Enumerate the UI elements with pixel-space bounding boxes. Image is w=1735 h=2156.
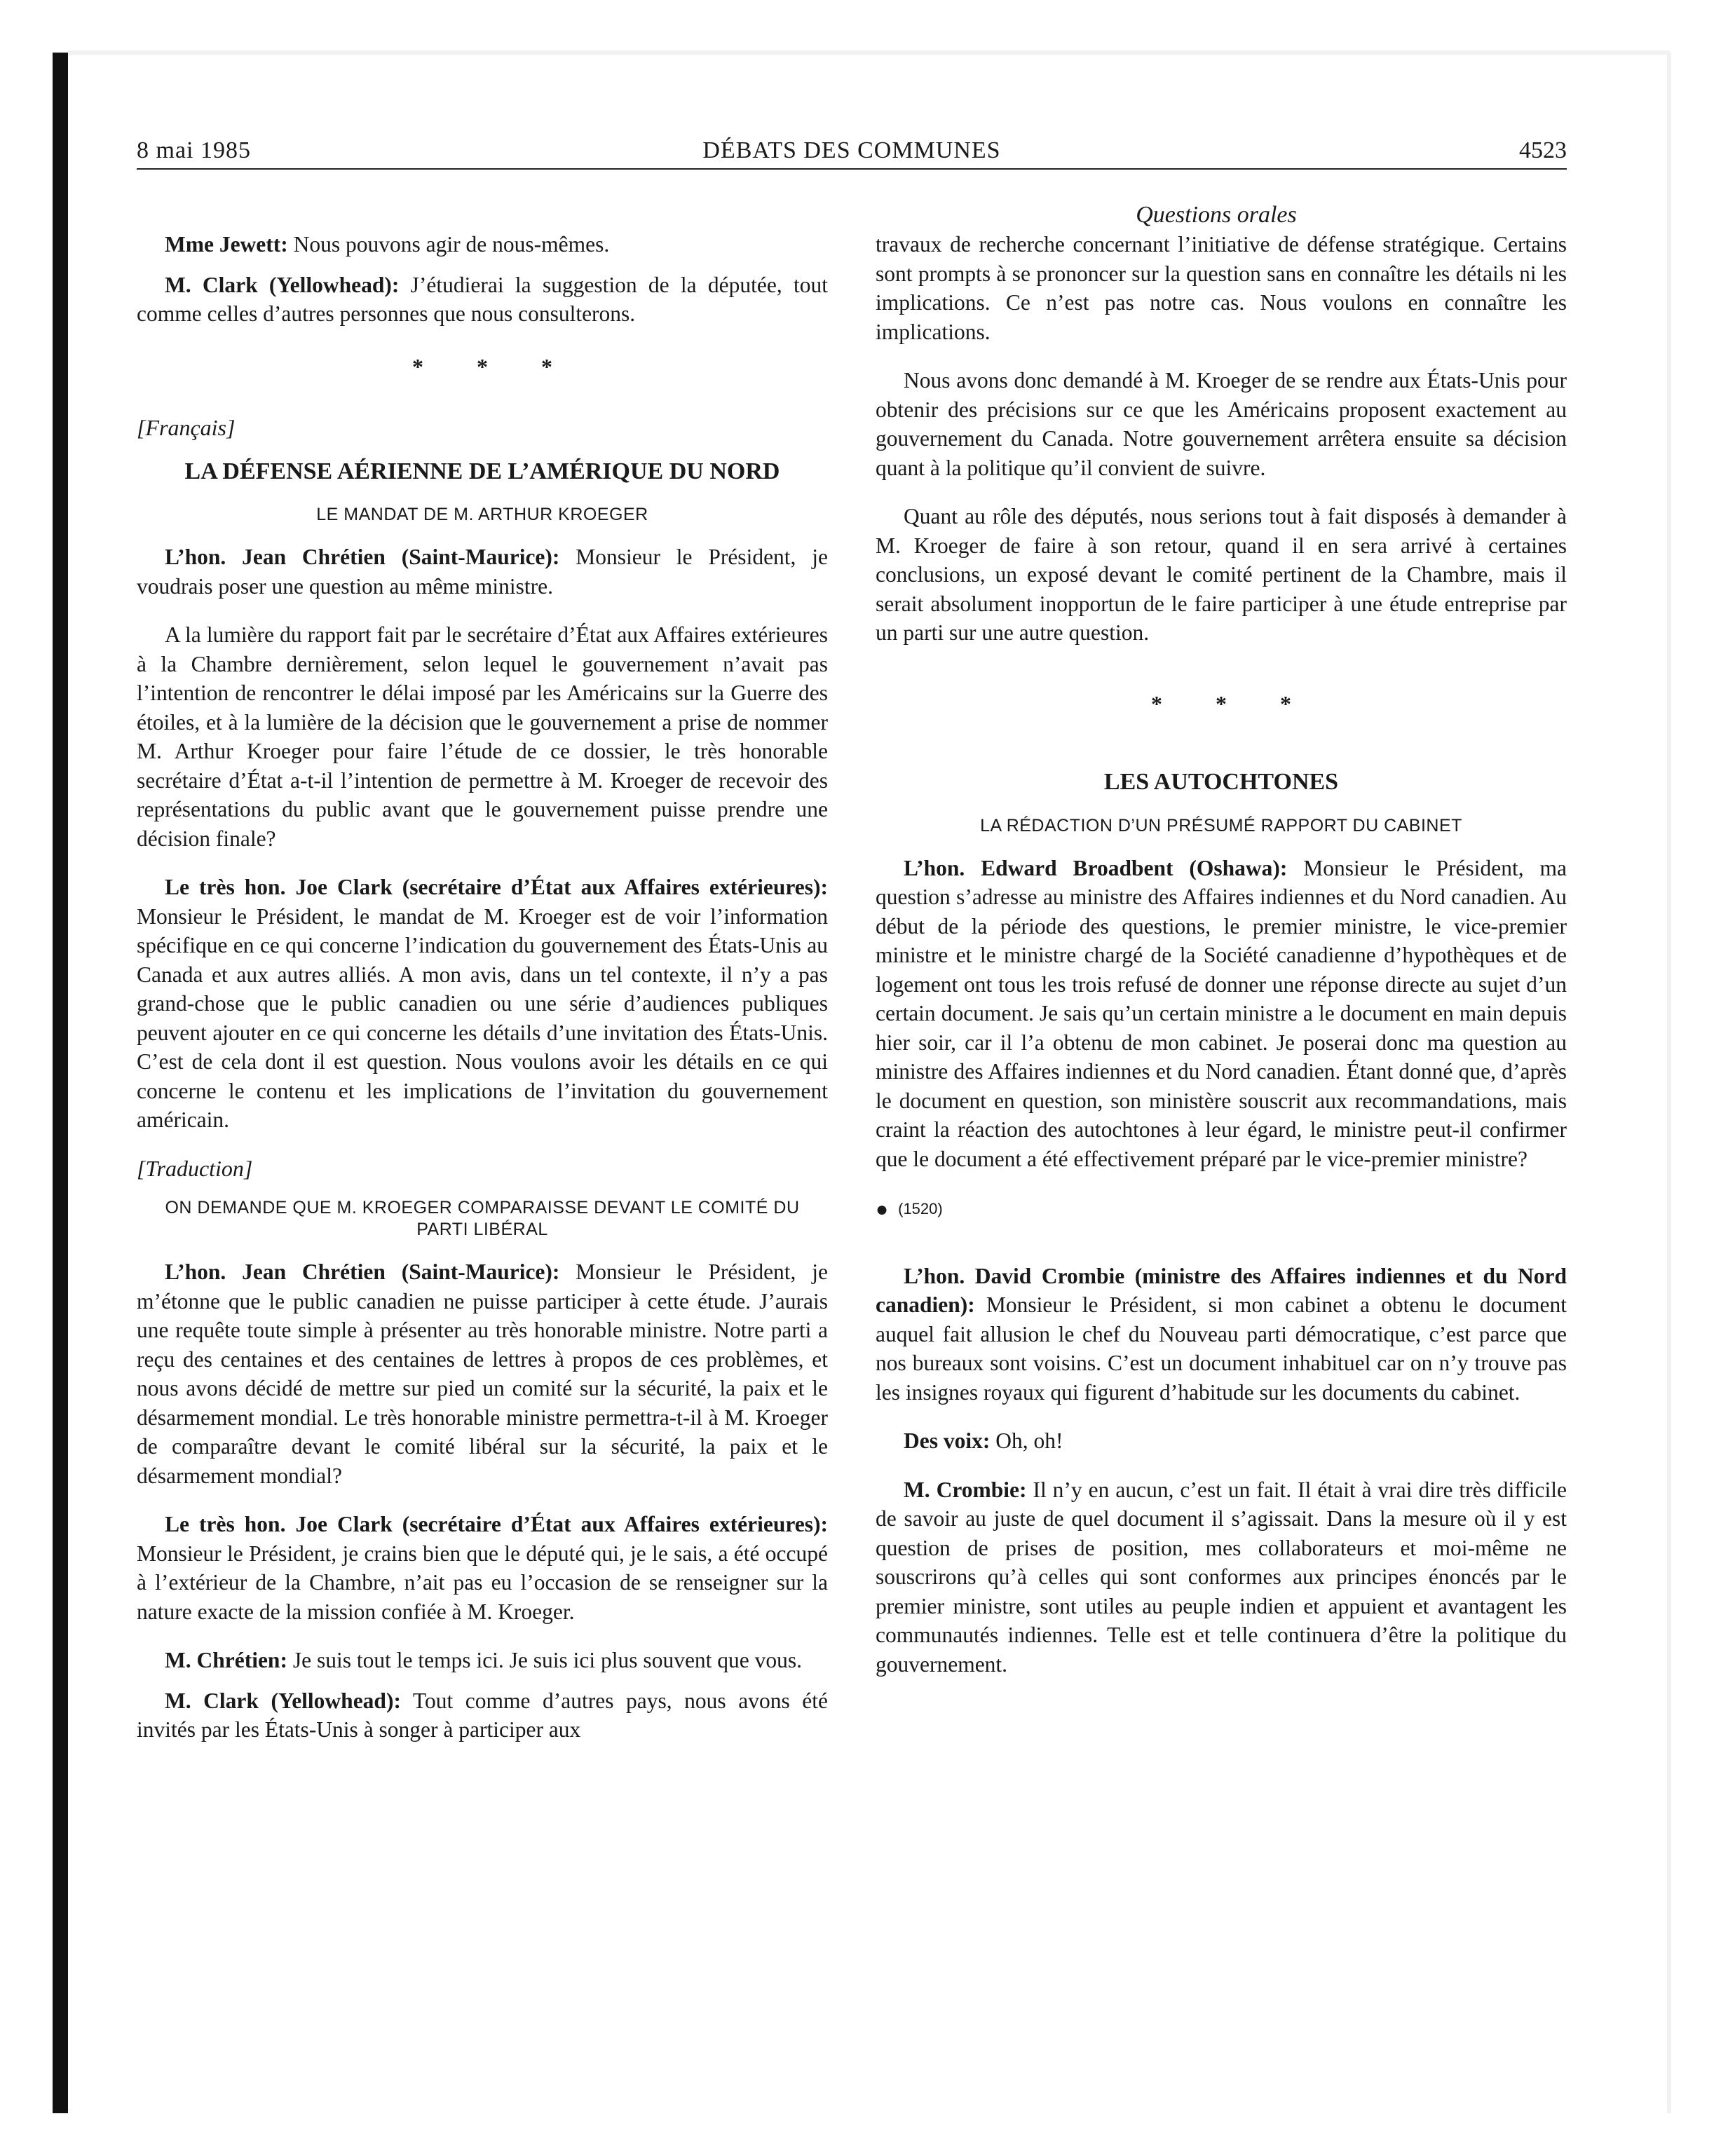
speech-text: Monsieur le Président, le mandat de M. Kroeger est de voir l’information spécifique en ce qui concerne l’indication du gouvernement des États-Unis au Canada et aux autres alliés. A mon avis, dans un tel contexte, il n’y a pas grand-chose que le public canadien ou une série d’audiences publiques peuvent ajouter en ce qui concerne les détails d’une invitation des États-Unis. C’est de cela dont il est question. Nous voulons avoir les détails en ce qui concerne le contenu et les implications de l’invitation du gouvernement américain. bbox=[137, 903, 828, 1132]
speech-text: J’étudierai la suggestion de la députée, tout comme celles d’autres personnes que nous consulterons. bbox=[137, 272, 828, 326]
speaker-name: M. Clark (Yellowhead): bbox=[165, 1688, 401, 1713]
speech-text: Tout comme d’autres pays, nous avons été invités par les États-Unis à songer à participer aux bbox=[137, 1688, 828, 1742]
topic-subheading: ON DEMANDE QUE M. KROEGER COMPARAISSE DEVANT LE COMITÉ DU PARTI LIBÉRAL bbox=[165, 1198, 800, 1239]
paragraph bbox=[137, 873, 828, 1135]
speaker-name: Le très hon. Joe Clark (secrétaire d’État aux Affaires extérieures): bbox=[165, 1512, 828, 1536]
language-note: [Français] bbox=[137, 415, 236, 440]
paragraph bbox=[876, 1426, 1567, 1456]
speech-text: Nous pouvons agir de nous-mêmes. bbox=[287, 232, 610, 257]
speech-text: Oh, oh! bbox=[990, 1428, 1063, 1453]
paragraph bbox=[876, 1475, 1567, 1679]
language-note: [Traduction] bbox=[137, 1155, 253, 1181]
scan-right-edge bbox=[1667, 53, 1671, 2113]
speech-text: Monsieur le Président, je crains bien que le député qui, je le sais, a été occupé à l’extérieur de la Chambre, n’ait pas eu l’occasion de se renseigner sur la nature exacte de la mission confiée à M. Kroeger. bbox=[137, 1541, 828, 1624]
topic-subheading: LE MANDAT DE M. ARTHUR KROEGER bbox=[316, 505, 648, 524]
speaker-name: L’hon. David Crombie (ministre des Affaires indiennes et du Nord canadien): bbox=[876, 1263, 1567, 1317]
speech-text: Je suis tout le temps ici. Je suis ici plus souvent que vous. bbox=[287, 1648, 803, 1672]
speaker-name: Des voix: bbox=[904, 1428, 991, 1453]
paragraph: travaux de recherche concernant l’initiative de défense stratégique. Certains sont prompts à se prononcer sur la question sans en connaître les détails ni les implications. Ce n’est pas notre cas. Nous voulons en connaître les implications. bbox=[876, 232, 1567, 344]
paragraph bbox=[876, 1262, 1567, 1407]
speaker-name: L’hon. Edward Broadbent (Oshawa): bbox=[904, 855, 1288, 880]
speech-text: Monsieur le Président, si mon cabinet a obtenu le document auquel fait allusion le chef du Nouveau parti démocratique, c’est parce que nos bureaux sont voisins. C’est un document inhabituel car on n’y trouve pas les insignes royaux qui figurent d’habitude sur les documents du cabinet. bbox=[876, 1292, 1567, 1405]
speech-text: Monsieur le Président, je m’étonne que le public canadien ne puisse participer à cette étude. J’aurais une requête toute simple à présenter au très honorable ministre. Notre parti a reçu des centaines et des centaines de lettres à propos de ces problèmes, et nous avons décidé de mettre sur pied un comité sur la sécurité, la paix et le désarmement mondial. Le très honorable ministre permettra-t-il à M. Kroeger de comparaître devant le comité libéral sur la sécurité, la paix et le désarmement mondial? bbox=[137, 1260, 828, 1488]
section-separator: * * * bbox=[412, 353, 576, 379]
right-column bbox=[876, 230, 1567, 1698]
speaker-name: L’hon. Jean Chrétien (Saint-Maurice): bbox=[165, 1260, 560, 1284]
header-page-number: 4523 bbox=[1519, 137, 1567, 163]
speaker-name: M. Crombie: bbox=[904, 1477, 1027, 1502]
speaker-name: L’hon. Jean Chrétien (Saint-Maurice): bbox=[165, 545, 560, 569]
section-title: Questions orales bbox=[1136, 202, 1297, 228]
paragraph bbox=[876, 854, 1567, 1174]
speech-text: Il n’y en aucun, c’est un fait. Il était à vrai dire très difficile de savoir au juste de quel document il s’agissait. Dans la mesure où il y est question de prises de position, mes collaborateurs et moi-même ne souscrirons qu’à celles qui sont conformes aux principes énoncés par le premier ministre, sont utiles au peuple indien et appuient et avantagent les communautés indiennes. Telle est et telle continuera d’être la politique du gouvernement. bbox=[876, 1477, 1567, 1677]
speaker-name: M. Clark (Yellowhead): bbox=[165, 272, 400, 297]
paragraph bbox=[137, 230, 828, 259]
scan-edge-shadow bbox=[53, 53, 68, 2113]
header-date: 8 mai 1985 bbox=[137, 137, 251, 163]
bullet-dot-icon: ● bbox=[876, 1198, 889, 1221]
running-header bbox=[137, 132, 1567, 170]
paragraph bbox=[137, 1510, 828, 1626]
speaker-name: Le très hon. Joe Clark (secrétaire d’État aux Affaires extérieures): bbox=[165, 875, 828, 899]
topic-heading: LES AUTOCHTONES bbox=[1103, 769, 1339, 795]
paragraph: Nous avons donc demandé à M. Kroeger de se rendre aux États-Unis pour obtenir des précisions sur ce que les Américains proposent exactement au gouvernement du Canada. Notre gouvernement arrêtera ensuite sa décision quant à la politique qu’il convient de suivre. bbox=[876, 368, 1567, 480]
paragraph bbox=[137, 543, 828, 601]
speaker-name: M. Chrétien: bbox=[165, 1648, 287, 1672]
time-marker bbox=[876, 1193, 1567, 1224]
paragraph bbox=[137, 1686, 828, 1745]
speech-text: Monsieur le Président, je voudrais poser une question au même ministre. bbox=[137, 545, 828, 599]
speaker-name: Mme Jewett: bbox=[165, 232, 288, 257]
topic-subheading: LA RÉDACTION D’UN PRÉSUMÉ RAPPORT DU CABINET bbox=[980, 815, 1462, 835]
paragraph bbox=[137, 271, 828, 329]
paragraph bbox=[137, 1257, 828, 1490]
time-marker-text: (1520) bbox=[898, 1200, 943, 1217]
paragraph bbox=[137, 1646, 828, 1675]
scan-top-edge bbox=[68, 50, 1670, 55]
header-publication: DÉBATS DES COMMUNES bbox=[702, 137, 1001, 163]
speech-text: Monsieur le Président, ma question s’adresse au ministre des Affaires indiennes et du Nord canadien. Au début de la période des questions, le premier ministre, le vice-premier ministre et le ministre chargé de la Société canadienne d’hypothèques et de logement ont tous les trois refusé de donner une réponse directe au sujet d’un certain document. Je sais qu’un certain ministre a le document en main depuis hier soir, car il l’a obtenu de mon cabinet. Je poserai donc ma question au ministre des Affaires indiennes et du Nord canadien. Étant donné que, d’après le document en question, son ministère souscrit aux recommandations, mais craint la réaction des autochtones à leur égard, le ministre peut-il confirmer que le document a été effectivement préparé par le vice-premier ministre? bbox=[876, 855, 1567, 1171]
section-separator: * * * bbox=[1151, 690, 1315, 716]
document-page bbox=[137, 132, 1567, 1742]
topic-heading: LA DÉFENSE AÉRIENNE DE L’AMÉRIQUE DU NORD bbox=[184, 458, 780, 484]
left-column bbox=[137, 230, 828, 1764]
paragraph: Quant au rôle des députés, nous serions tout à fait disposés à demander à M. Kroeger de faire à son retour, quand il en sera arrivé à certaines conclusions, un exposé devant le comité pertinent de la Chambre, mais il serait absolument inopportun de le faire participer à une étude entreprise par un parti sur une autre question. bbox=[876, 504, 1567, 645]
paragraph: A la lumière du rapport fait par le secrétaire d’État aux Affaires extérieures à la Chambre dernièrement, selon lequel le gouvernement n’avait pas l’intention de rencontrer le délai imposé par les Américains sur la Guerre des étoiles, et à la lumière de la décision que le gouvernement a prise de nommer M. Arthur Kroeger pour faire l’étude de ce dossier, le très honorable secrétaire d’État a-t-il l’intention de permettre à M. Kroeger de recevoir des représentations du public avant que le gouvernement puisse prendre une décision finale? bbox=[137, 622, 828, 851]
